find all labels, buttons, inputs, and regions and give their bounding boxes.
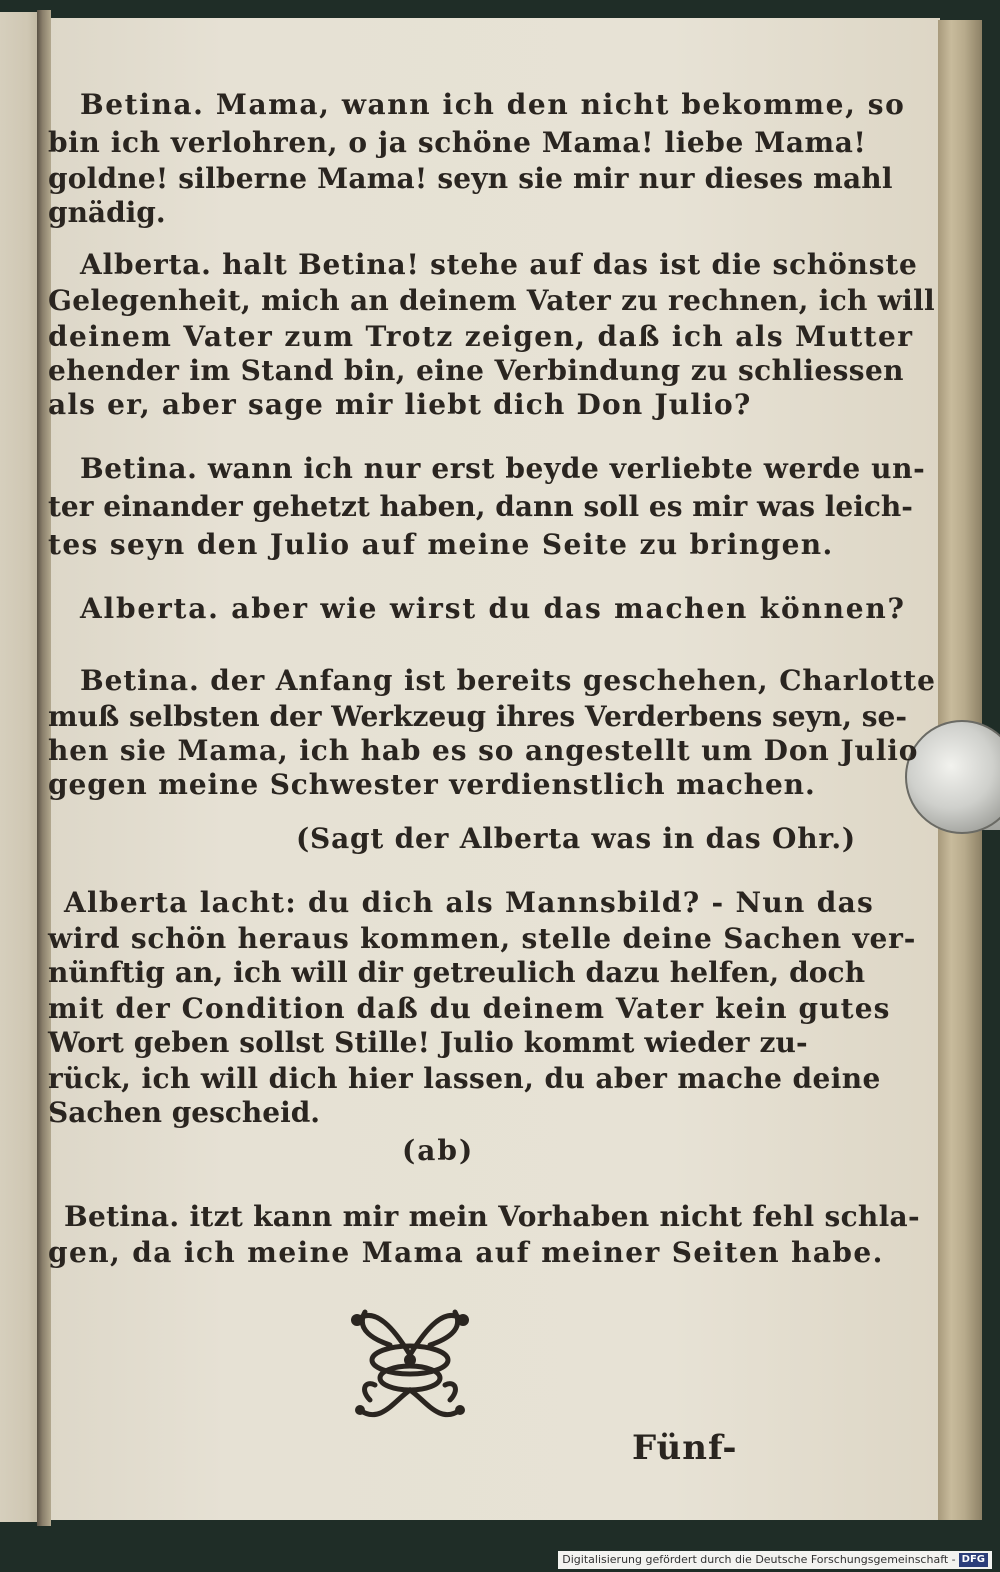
text-line: bin ich verlohren, o ja schöne Mama! liebe Mama! — [48, 126, 867, 159]
text-line: ter einander gehetzt haben, dann soll es mir was leich- — [48, 490, 913, 523]
text-line: gnädig. — [48, 196, 166, 229]
text-line: rück, ich will dich hier lassen, du aber mache deine — [48, 1062, 881, 1095]
text-line: gen, da ich meine Mama auf meiner Seiten habe. — [48, 1236, 884, 1269]
text-line: Alberta. halt Betina! stehe auf das ist die schönste — [80, 248, 918, 281]
text-line: Wort geben sollst Stille! Julio kommt wieder zu- — [48, 1026, 808, 1059]
stage-direction: (ab) — [402, 1134, 475, 1167]
left-facing-page — [0, 12, 40, 1522]
text-line: Alberta lacht: du dich als Mannsbild? - Nun das — [64, 886, 875, 919]
text-line: ehender im Stand bin, eine Verbindung zu schliessen — [48, 354, 904, 387]
text-line: hen sie Mama, ich hab es so angestellt um Don Julio — [48, 734, 919, 767]
text-line: goldne! silberne Mama! seyn sie mir nur dieses mahl — [48, 162, 893, 195]
text-line: Betina. itzt kann mir mein Vorhaben nicht fehl schla- — [64, 1200, 920, 1233]
text-line: Betina. wann ich nur erst beyde verliebte werde un- — [80, 452, 926, 485]
text-line: tes seyn den Julio auf meine Seite zu bringen. — [48, 528, 834, 561]
text-line: Betina. Mama, wann ich den nicht bekomme, so — [80, 88, 906, 121]
text-line: mit der Condition daß du deinem Vater kein gutes — [48, 992, 891, 1025]
digitization-credit — [558, 1551, 992, 1569]
text-line: wird schön heraus kommen, stelle deine Sachen ver- — [48, 922, 917, 955]
text-line: nünftig an, ich will dir getreulich dazu helfen, doch — [48, 956, 866, 989]
text-line: Alberta. aber wie wirst du das machen können? — [80, 592, 906, 625]
text-line: Betina. der Anfang ist bereits geschehen, Charlotte — [80, 664, 936, 697]
catchword: Fünf- — [632, 1428, 738, 1468]
text-line: Gelegenheit, mich an deinem Vater zu rechnen, ich will — [48, 284, 935, 317]
credit-text: Digitalisierung gefördert durch die Deutsche Forschungsgemeinschaft - — [562, 1553, 956, 1566]
text-line: Sachen gescheid. — [48, 1096, 321, 1129]
text-line: deinem Vater zum Trotz zeigen, daß ich als Mutter — [48, 320, 914, 353]
stage-direction: (Sagt der Alberta was in das Ohr.) — [296, 822, 856, 855]
text-line: gegen meine Schwester verdienstlich machen. — [48, 768, 816, 801]
dfg-logo: DFG — [959, 1553, 988, 1567]
text-line: muß selbsten der Werkzeug ihres Verderbens seyn, se- — [48, 700, 907, 733]
text-line: als er, aber sage mir liebt dich Don Julio? — [48, 388, 752, 421]
vignette-ornament-icon — [345, 1300, 475, 1430]
